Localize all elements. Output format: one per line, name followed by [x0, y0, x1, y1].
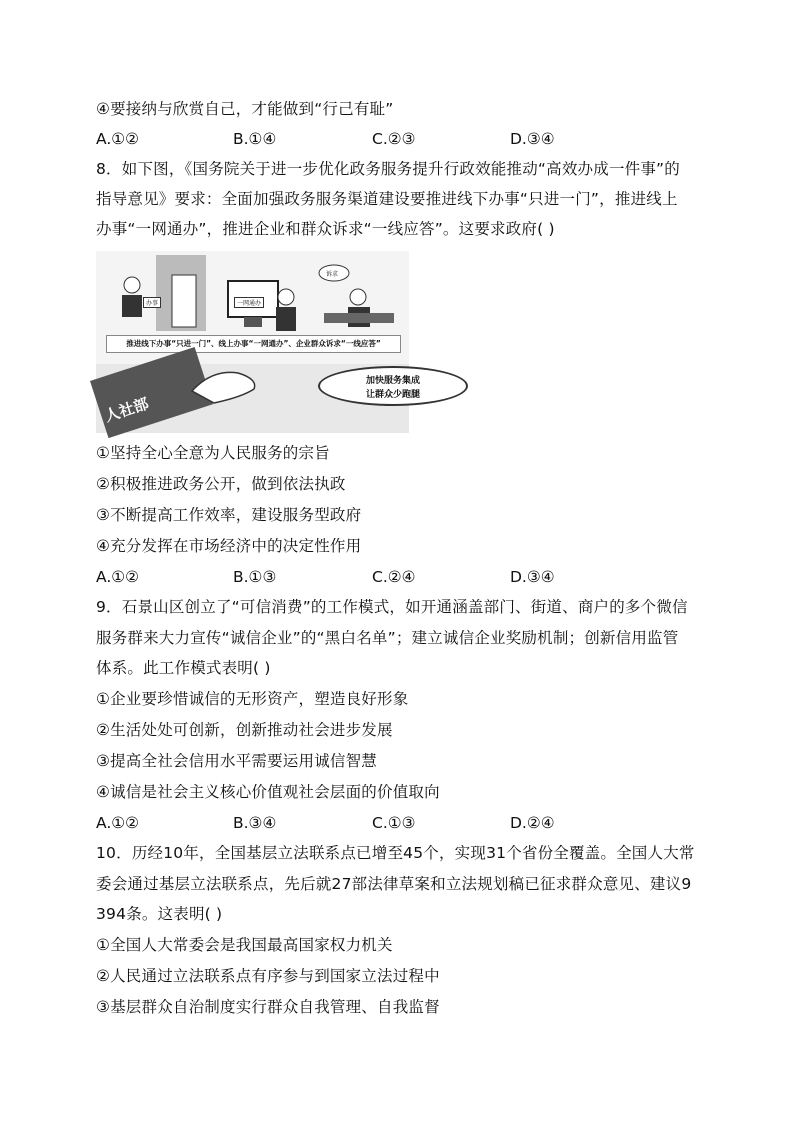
- q7-choice-a: A.①②: [96, 130, 140, 148]
- bubble-line-2: 让群众少跑腿: [365, 390, 420, 400]
- q10-option-2: ②人民通过立法联系点有序参与到国家立法过程中: [96, 967, 440, 985]
- q9-choice-c: C.①③: [372, 814, 416, 832]
- q9-option-4: ④诚信是社会主义核心价值观社会层面的价值取向: [96, 783, 440, 801]
- q9-option-2: ②生活处处可创新，创新推动社会进步发展: [96, 721, 393, 739]
- q8-stem-line-1: 8．如下图，《国务院关于进一步优化政务服务提升行政效能推动“高效办成一件事”的: [96, 160, 680, 178]
- q8-choice-b: B.①③: [233, 568, 277, 586]
- q8-choice-a: A.①②: [96, 568, 140, 586]
- screen-sign: 一网通办: [234, 297, 264, 308]
- q8-option-1: ①坚持全心全意为人民服务的宗旨: [96, 444, 330, 462]
- q8-illustration: [96, 251, 420, 433]
- q9-choice-d: D.②④: [510, 814, 555, 832]
- q10-option-3: ③基层群众自治制度实行群众自我管理、自我监督: [96, 998, 440, 1016]
- q8-choice-c: C.②④: [372, 568, 416, 586]
- q7-choice-c: C.②③: [372, 130, 416, 148]
- q8-stem-line-2: 指导意见》要求：全面加强政务服务渠道建设要推进线下办事“只进一门”，推进线上: [96, 190, 678, 208]
- q7-option-4: ④要接纳与欣赏自己，才能做到“行己有耻”: [96, 100, 394, 118]
- speech-bubble: [318, 366, 468, 406]
- q8-option-2: ②积极推进政务公开，做到依法执政: [96, 475, 346, 493]
- hand-drawing: [96, 251, 409, 433]
- bubble-line-1: 加快服务集成: [365, 376, 420, 386]
- q8-choice-d: D.③④: [510, 568, 555, 586]
- q9-stem-line-1: 9．石景山区创立了“可信消费”的工作模式，如开通涵盖部门、街道、商户的多个微信: [96, 598, 688, 616]
- q10-stem-line-1: 10．历经10年，全国基层立法联系点已增至45个，实现31个省份全覆盖。全国人大常: [96, 844, 695, 862]
- q9-option-1: ①企业要珍惜诚信的无形资产，塑造良好形象: [96, 690, 409, 708]
- q10-stem-line-3: 394条。这表明( ): [96, 905, 223, 923]
- q9-choice-a: A.①②: [96, 814, 140, 832]
- q8-option-3: ③不断提高工作效率，建设服务型政府: [96, 506, 362, 524]
- q7-choice-d: D.③④: [510, 130, 555, 148]
- q8-option-4: ④充分发挥在市场经济中的决定性作用: [96, 537, 362, 555]
- sleeve-label: 人社部: [102, 394, 151, 426]
- q7-choice-b: B.①④: [233, 130, 277, 148]
- office-sign: 办事: [143, 297, 161, 308]
- q10-stem-line-2: 委会通过基层立法联系点，先后就27部法律草案和立法规划稿已征求群众意见、建议9: [96, 875, 692, 893]
- q9-stem-line-3: 体系。此工作模式表明( ): [96, 659, 271, 677]
- q8-stem-line-3: 办事“一网通办”，推进企业和群众诉求“一线应答”。这要求政府( ): [96, 220, 555, 238]
- q9-option-3: ③提高全社会信用水平需要运用诚信智慧: [96, 752, 377, 770]
- q10-option-1: ①全国人大常委会是我国最高国家权力机关: [96, 936, 393, 954]
- q9-choice-b: B.③④: [233, 814, 277, 832]
- illustration-caption: 推进线下办事“只进一门”、线上办事“一网通办”、企业群众诉求“一线应答”: [106, 335, 401, 353]
- phone-bubble-text: 诉求: [326, 271, 339, 278]
- q9-stem-line-2: 服务群来大力宣传“诚信企业”的“黑白名单”；建立诚信企业奖励机制；创新信用监管: [96, 629, 679, 647]
